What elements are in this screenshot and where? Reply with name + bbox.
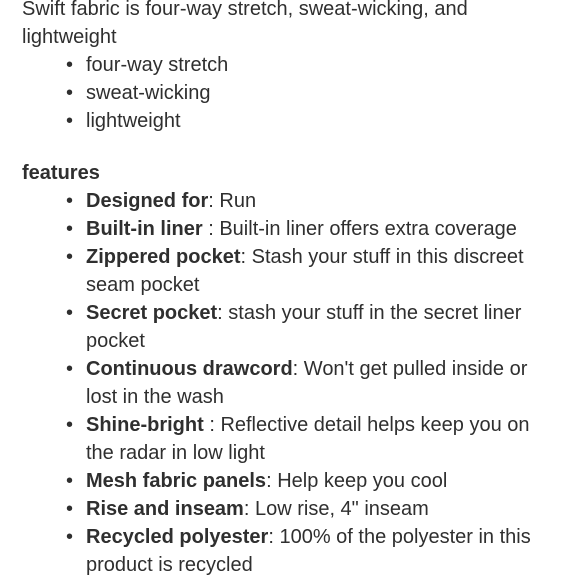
fabric-property: lightweight <box>86 110 181 132</box>
feature-separator: : <box>243 498 255 520</box>
feature-item <box>66 299 562 355</box>
feature-term: Zippered pocket <box>86 246 241 268</box>
fabric-intro: Swift fabric is four-way stretch, sweat-wicking, and lightweight <box>22 0 468 48</box>
features-list <box>66 187 562 579</box>
list-item <box>66 79 562 107</box>
bullet-icon: • <box>66 470 74 492</box>
feature-description: Reflective detail helps keep you on the radar in low light <box>86 414 530 464</box>
feature-description: Help keep you cool <box>277 470 448 492</box>
fabric-properties-list <box>66 51 562 135</box>
feature-description: 100% of the polyester in this product is recycled <box>86 526 531 576</box>
feature-description: Low rise, 4" inseam <box>254 498 429 520</box>
feature-separator: : <box>203 414 221 436</box>
fabric-property: sweat-wicking <box>86 82 211 104</box>
feature-description: Stash your stuff in this discreet seam pocket <box>86 246 524 296</box>
bullet-icon: • <box>66 246 74 268</box>
bullet-icon: • <box>66 110 74 132</box>
feature-term: Built-in liner <box>86 218 203 240</box>
bullet-icon: • <box>66 190 74 212</box>
bullet-icon: • <box>66 54 74 76</box>
product-description <box>22 0 562 579</box>
feature-term: Secret pocket <box>86 302 218 324</box>
feature-item <box>66 243 562 299</box>
feature-term: Designed for <box>86 190 209 212</box>
feature-term: Continuous drawcord <box>86 358 293 380</box>
fabric-property: four-way stretch <box>86 54 229 76</box>
feature-term: Rise and inseam <box>86 498 244 520</box>
feature-description: Built-in liner offers extra coverage <box>219 218 517 240</box>
feature-separator: : <box>268 526 280 548</box>
feature-separator: : <box>240 246 252 268</box>
feature-description: Run <box>219 190 257 212</box>
bullet-icon: • <box>66 218 74 240</box>
list-item <box>66 51 562 79</box>
bullet-icon: • <box>66 358 74 380</box>
feature-item <box>66 355 562 411</box>
feature-separator: : <box>266 470 278 492</box>
feature-item <box>66 411 562 467</box>
feature-separator: : <box>208 190 220 212</box>
bullet-icon: • <box>66 498 74 520</box>
feature-term: Shine-bright <box>86 414 204 436</box>
bullet-icon: • <box>66 302 74 324</box>
feature-separator: : <box>292 358 304 380</box>
feature-description: stash your stuff in the secret liner pocket <box>86 302 522 352</box>
feature-item <box>66 187 562 215</box>
feature-description: Won't get pulled inside or lost in the wash <box>86 358 528 408</box>
features-heading: features <box>22 162 100 184</box>
feature-separator: : <box>202 218 220 240</box>
feature-separator: : <box>217 302 229 324</box>
bullet-icon: • <box>66 526 74 548</box>
feature-item <box>66 495 562 523</box>
list-item <box>66 107 562 135</box>
feature-item <box>66 467 562 495</box>
feature-term: Mesh fabric panels <box>86 470 267 492</box>
feature-term: Recycled polyester <box>86 526 269 548</box>
bullet-icon: • <box>66 414 74 436</box>
feature-item <box>66 523 562 579</box>
bullet-icon: • <box>66 82 74 104</box>
feature-item <box>66 215 562 243</box>
